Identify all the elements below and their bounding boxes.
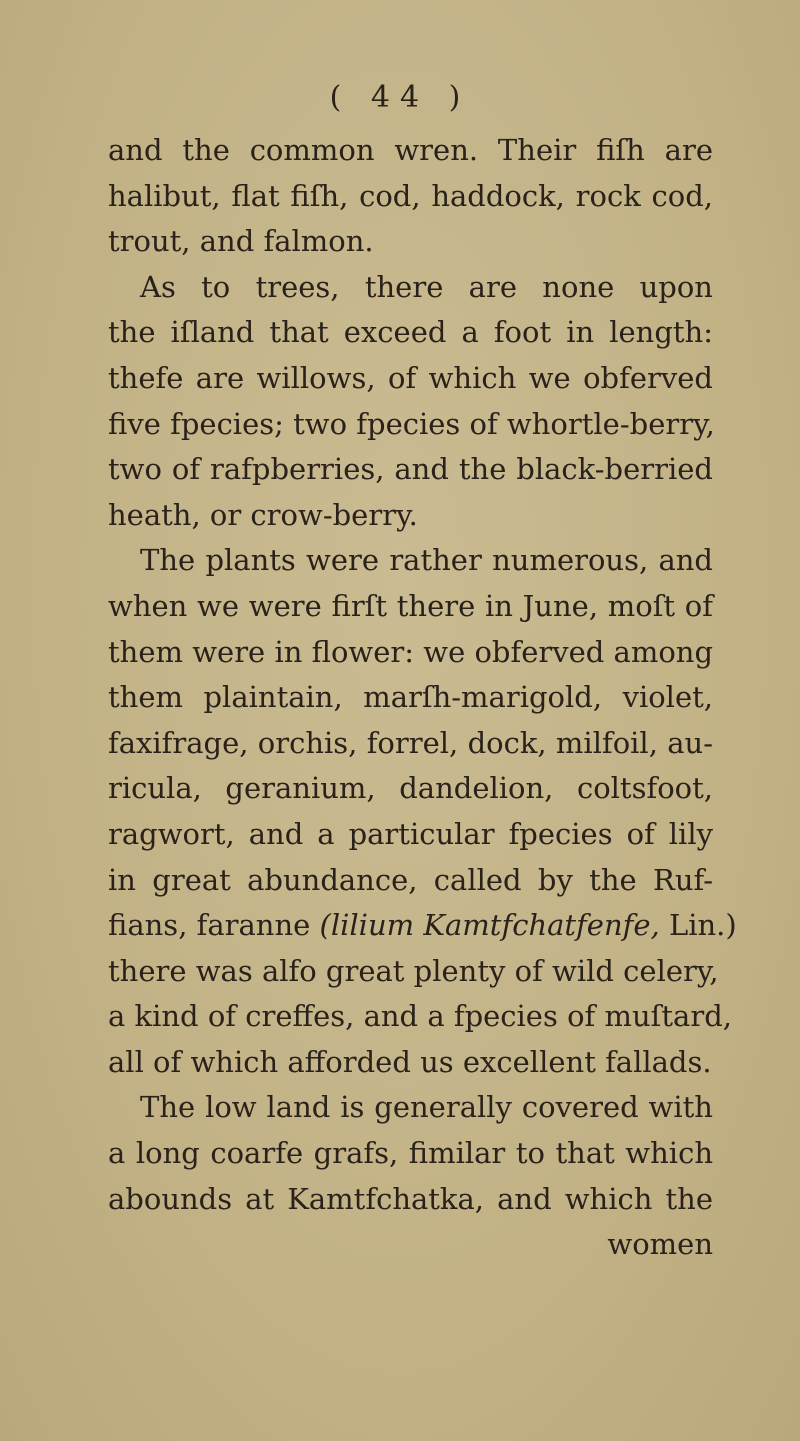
- text-line: faxifrage, orchis, forrel, dock, milfoil, au-: [108, 725, 713, 760]
- page-number-header: ( 44 ): [329, 80, 471, 115]
- text-line: halibut, flat fiſh, cod, haddock, rock cod,: [108, 178, 713, 213]
- text-line: five fpecies; two fpecies of whortle-berry,: [108, 406, 715, 441]
- text-line: ricula, geranium, dandelion, coltsfoot,: [108, 771, 713, 806]
- text-segment: Lin.): [668, 908, 737, 943]
- text-line: The plants were rather numerous, and: [140, 543, 713, 578]
- latin-name: (lilium Kamtfchatfenfe,: [319, 908, 660, 943]
- text-line: when we were firſt there in June, moſt of: [108, 588, 713, 623]
- text-line: thefe are willows, of which we obferved: [108, 360, 713, 395]
- text-line: and the common wren. Their fiſh are: [108, 133, 713, 167]
- text-line: the iſland that exceed a foot in length:: [108, 315, 713, 350]
- text-line: As to trees, there are none upon: [140, 269, 713, 304]
- text-line: abounds at Kamtfchatka, and which the: [108, 1181, 713, 1216]
- text-segment: fians, faranne: [108, 908, 311, 943]
- text-line: there was alfo great plenty of wild celery,: [108, 953, 719, 988]
- text-line: The low land is generally covered with: [140, 1090, 713, 1125]
- text-line: in great abundance, called by the Ruf-: [108, 862, 713, 897]
- body-text: [108, 128, 737, 1268]
- text-line: trout, and falmon.: [108, 224, 374, 259]
- text-line: heath, or crow-berry.: [108, 497, 418, 532]
- text-line: two of rafpberries, and the black-berried: [108, 452, 713, 487]
- text-line: a long coarfe grafs, fimilar to that which: [108, 1136, 713, 1171]
- text-line: them were in flower: we obferved among: [108, 634, 714, 669]
- text-line: ragwort, and a particular fpecies of lily: [108, 816, 713, 851]
- text-line: a kind of creffes, and a fpecies of muſtard,: [108, 999, 732, 1034]
- catchword: women: [607, 1227, 713, 1262]
- text-line-with-latin-name: [108, 903, 737, 949]
- text-line: them plaintain, marſh-marigold, violet,: [108, 680, 713, 715]
- text-line: all of which afforded us excellent fallads.: [108, 1044, 712, 1079]
